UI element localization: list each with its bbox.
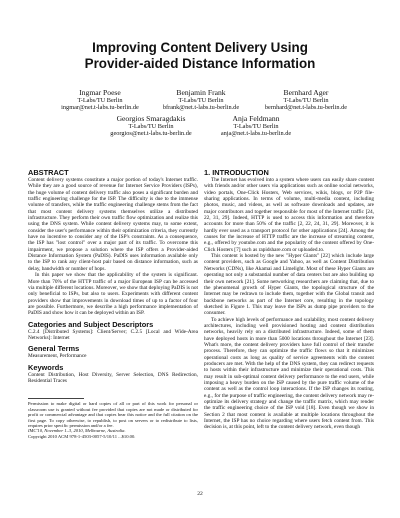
author-affiliation: T-Labs/TU Berlin [128,123,174,130]
author-email: bernhard@net.t-labs.tu-berlin.de [264,104,348,112]
author-affiliation: T-Labs/TU Berlin [233,123,279,130]
categories-text: C.2.4 [Distributed Systems]: Client/Server; C.2.5 [Local and Wide-Area Networks]: Internet [28,328,198,341]
author-name: Benjamin Frank [176,88,226,97]
title-line-1: Improving Content Delivery Using [92,40,308,55]
abstract-paragraph-1: Content delivery systems constitute a major portion of today's Internet traffic. While they are a good source of revenue for Internet Service Providers (ISPs), the huge volume of content delivery traffic also poses a significant burden and traffic engineering challenge for the ISP. The difficulty is due to the immense volume of transfers, while the traffic engineering challenge stems from the fact that most content delivery systems themselves utilize a distributed infrastructure. They perform their own traffic flow optimization and realize this using the DNS system. While content delivery systems may, to some extent, consider the user's performance within their optimization criteria, they currently have no incentive to consider any of the ISP's constraints. As a consequence, the ISP has "lost control" over a major part of its traffic. To overcome this impairment, we propose a solution where the ISP offers a Provider-aided Distance Information System (PaDIS). PaDIS uses information available only to the ISP to rank any client-host pair based on distance information, such as delay, bandwidth or number of hops. [28,177,198,272]
author-3 [246,88,366,112]
keywords-heading: Keywords [28,362,64,372]
author-affiliation: T-Labs/TU Berlin [283,97,329,104]
author-5 [196,114,316,138]
author-name: Georgios Smaragdakis [116,114,186,123]
categories-heading: Categories and Subject Descriptors [28,319,154,329]
author-2 [141,88,261,112]
author-name: Bernhard Ager [283,88,329,97]
permission-text: Permission to make digital or hard copies of all or part of this work for personal or classroom use is granted without fee provided that copies are not made or distributed for profit or commercial advantage and that copies bear this notice and the full citation on the first page. To copy otherwise, to republish, to post on servers or to redistribute to lists, requires prior specific permission and/or a fee. [28,401,198,428]
general-terms-text: Measurement, Performance [28,353,87,360]
right-column [204,168,374,431]
left-column [28,168,198,439]
abstract-heading: ABSTRACT [28,168,69,177]
general-terms-heading: General Terms [28,344,80,354]
permission-notice [28,398,198,439]
author-4 [91,114,211,138]
conference-line: IMC'10, November 1–3, 2010, Melbourne, Australia. [28,428,126,434]
author-email: anja@net.t-labs.tu-berlin.de [220,130,292,138]
introduction-heading: 1. INTRODUCTION [204,168,269,177]
introduction-paragraph-2: This content is hosted by the new "Hyper Giants" [22] which include large content providers, such as Google and Yahoo, as well as Content Distribution Networks (CDNs), like Akamai and Limelight. Most of these Hyper Giants are operating not only a substantial number of data centers but are also building up their own network [21]. Some networking researchers are claiming that, due to the phenomenal growth of Hyper Giants, the topological structure of the Internet may be redrawn to include them, together with the Global transit and backbone networks as part of the Internet core, resulting in the topology sketched in Figure 1. This may leave the ISPs as dump pipe providers to the consumer. [204,253,374,317]
paper-title [0,40,400,72]
author-name: Anja Feldmann [232,114,280,123]
introduction-paragraph-1: The Internet has evolved into a system where users can easily share content with friends and/or other users via applications such as online social networks, video portals, One-Click Hosters, Web services, wikis, blogs, or P2P file-sharing applications. In terms of volume, multi-media content, including photos, music, and videos, as well as software downloads and updates, are major contributors and together responsible for most of the Internet traffic [24, 22, 31, 29]. Indeed, HTTP is used to access this information and therefore accounts for more than 50% of the traffic [2, 22, 24, 31, 29]. Moreover, it is hardly ever used as a transport protocol for other applications [24]. Among the causes for the increase of HTTP traffic are the increase of streaming content, e.g., offered by youtube.com and the popularity of the content offered by One-Click Hosters [7] such as rapidshare.com or uploaded.to. [204,177,374,253]
copyright-line: Copyright 2010 ACM 978-1-4503-0057-5/10/11 ...$10.00. [28,433,136,439]
page-number: 22 [197,491,203,497]
author-email: georgios@net.t-labs.tu-berlin.de [110,130,192,138]
abstract-paragraph-2: In this paper we show that the applicability of the system is significant. More than 70% of the HTTP traffic of a major European ISP can be accessed via multiple different locations. Moreover, we show that deploying PaDIS is not only beneficial to ISPs, but also to users. Experiments with different content providers show that improvements in download times of up to a factor of four are possible. Furthermore, we describe a high performance implementation of PaDIS and show how it can be deployed within an ISP. [28,272,198,317]
author-email: ingmar@net.t-labs.tu-berlin.de [61,104,139,112]
keywords-text: Content Distribution, Host Diversity, Server Selection, DNS Redirection, Residential Traces [28,371,198,384]
author-affiliation: T-Labs/TU Berlin [77,97,123,104]
author-affiliation: T-Labs/TU Berlin [178,97,224,104]
introduction-paragraph-3: To achieve high levels of performance and scalability, most content delivery architectures, including well provisioned hosting and content distribution networks, heavily rely on a distributed infrastructure. Indeed, some of them have deployed hosts in more than 5000 locations throughout the Internet [23]. What's more, the content delivery providers have full control of their transfer process. Therefore, they can optimize the traffic flows so that it minimizes operational costs as long as quality of service agreements with the content producers are met. With the help of the DNS system, they can redirect requests to hosts within their infrastructure and minimize their operational costs. This may result in sub-optimal content delivery performance to the end users, while imposing a heavy burden on the ISP caused by the pure traffic volume of the content as well as the control loop interactions. If the ISP changes its routing, e.g., for the purpose of traffic engineering, the content delivery network may re-optimize its delivery strategy and change the traffic matrix, which may render the traffic engineering choice of the ISP void [18]. Even though we show in Section 2 that most content is available at multiple locations throughout the Internet, the ISP has no choice regarding where users fetch content from. This decision is, at this point, left to the content delivery network, even though [204,316,374,431]
title-line-2: Provider-aided Distance Information [84,56,316,71]
footnote-rule [28,398,84,399]
author-email: bfrank@net.t-labs.tu-berlin.de [162,104,240,112]
author-name: Ingmar Poese [79,88,121,97]
